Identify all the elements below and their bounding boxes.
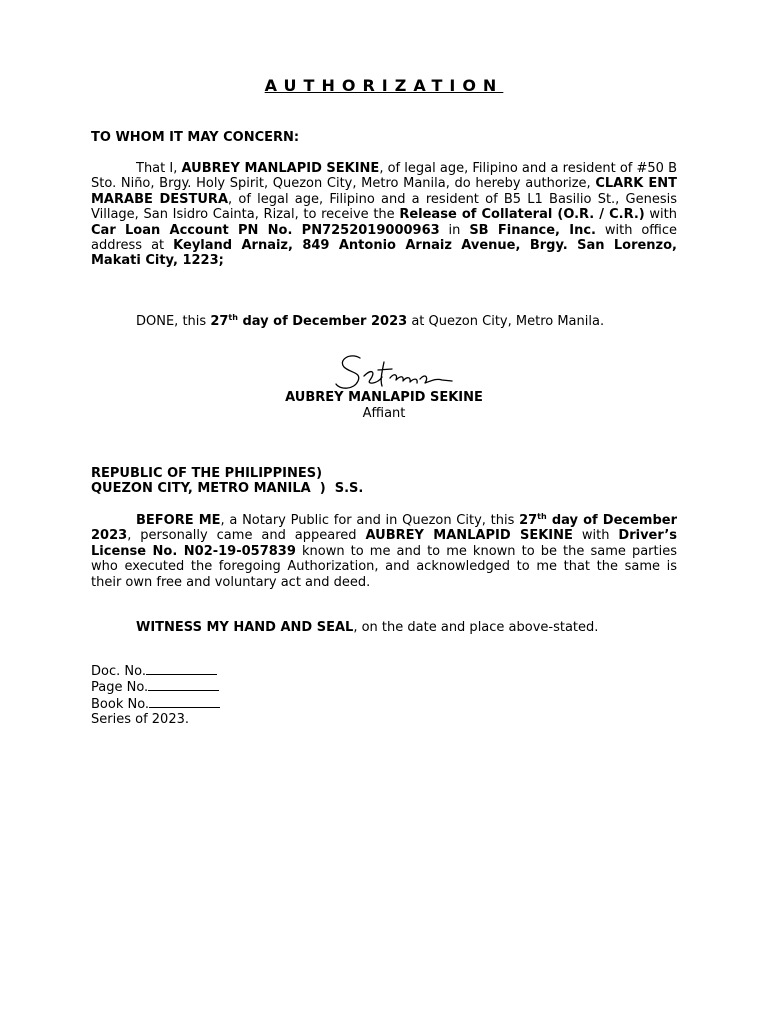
signatory-role: Affiant [362,406,406,421]
notarial-register [91,663,677,728]
authorization-paragraph: That I, AUBREY MANLAPID SEKINE, of legal age, Filipino and a resident of #50 B Sto. Niño, Brgy. Holy Spirit, Quezon City, Metro Manila, do hereby authorize, CLARK ENT MARABE DESTURA, of legal age, Filipino and a resident of B5 L1 Basilio St., Genesis Village, San Isidro Cainta, Rizal, to receive the Release of Collateral (O.R. / C.R.) with Car Loan Account PN No. PN7252019000963 in SB Finance, Inc. with office address at Keyland Arnaiz, 849 Antonio Arnaiz Avenue, Brgy. San Lorenzo, Makati City, 1223; [91,161,677,269]
agent-name: CLARK ENT MARABE DESTURA [91,176,677,207]
collateral-item: Release of Collateral (O.R. / C.R.) [399,207,645,223]
book-number-line: Book No. [91,696,677,712]
loan-account: Car Loan Account PN No. PN7252019000963 [91,222,440,238]
appearer-name: AUBREY MANLAPID SEKINE [365,528,573,544]
venue: REPUBLIC OF THE PHILIPPINES) QUEZON CITY, METRO MANILA ) S.S. [91,466,364,497]
signature-image [332,350,456,394]
document-title: AUTHORIZATION [264,76,504,95]
page-number-line: Page No. [91,679,677,695]
signatory-name: AUBREY MANLAPID SEKINE [285,390,483,405]
salutation: TO WHOM IT MAY CONCERN: [91,130,300,145]
doc-number-line: Doc. No. [91,663,677,679]
series-line: Series of 2023. [91,712,189,728]
witness-paragraph: WITNESS MY HAND AND SEAL, on the date and place above-stated. [136,620,599,635]
principal-name: AUBREY MANLAPID SEKINE [181,161,380,176]
done-paragraph: DONE, this 27th day of December 2023 at Quezon City, Metro Manila. [136,313,605,329]
company-name: SB Finance, Inc. [469,222,596,238]
acknowledgment-paragraph: BEFORE ME, a Notary Public for and in Quezon City, this 27th day of December 2023, personally came and appeared AUBREY MANLAPID SEKINE with Driver’s License No. N02-19-057839 known to me and to me known to be the same parties who executed the foregoing Authorization, and acknowledged to me that the same is their own free and voluntary act and deed. [91,512,677,590]
office-address: Keyland Arnaiz, 849 Antonio Arnaiz Avenue, Brgy. San Lorenzo, Makati City, 1223; [91,238,677,269]
license-number: Driver’s License No. N02-19-057839 [91,528,677,559]
